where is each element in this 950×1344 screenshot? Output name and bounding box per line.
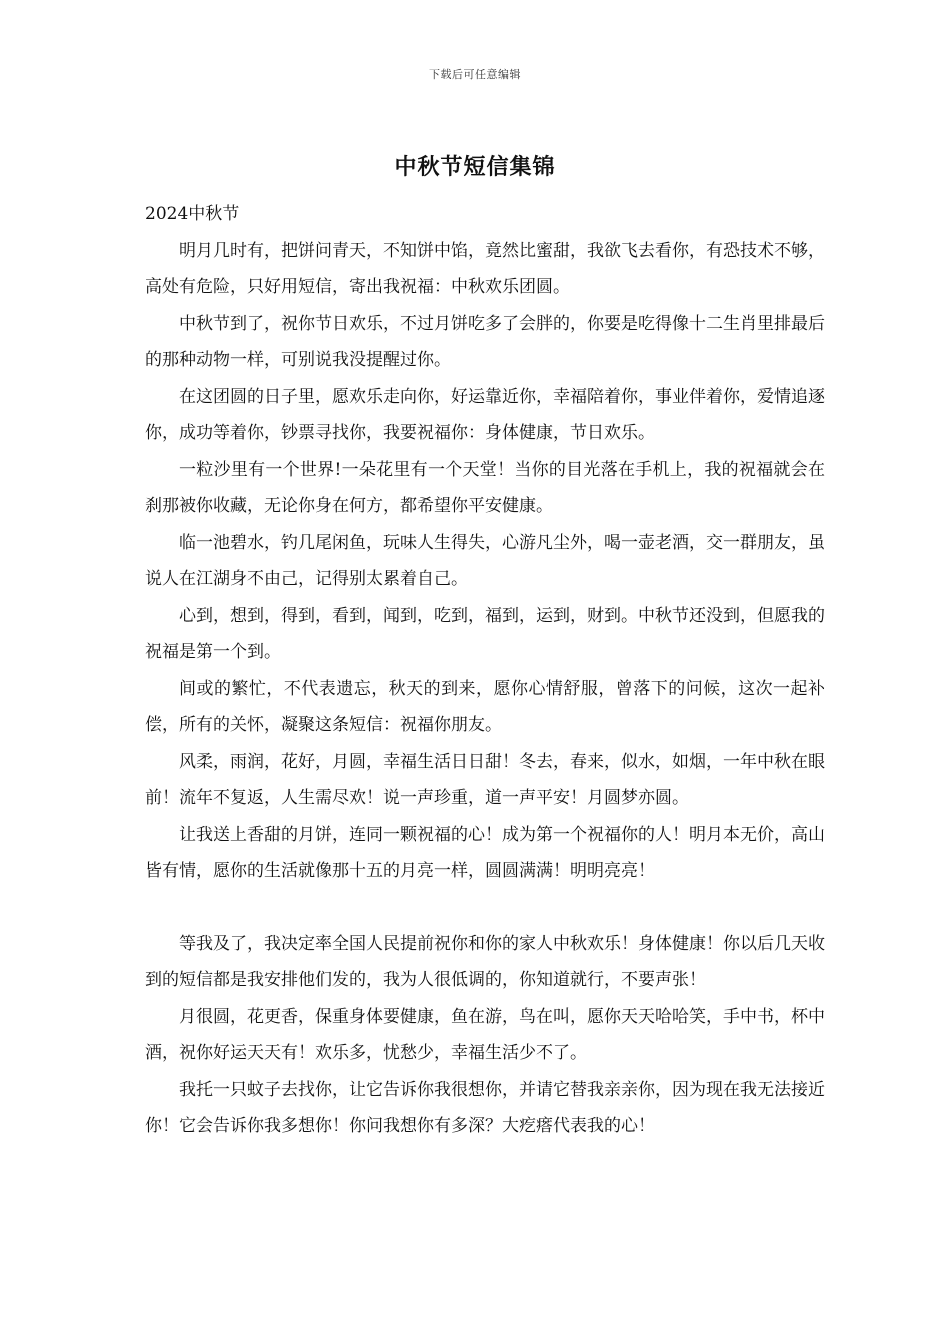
- paragraph: 间或的繁忙，不代表遗忘，秋天的到来，愿你心情舒服，曾落下的问候，这次一起补偿，所有的关怀，凝聚这条短信：祝福你朋友。: [145, 678, 825, 735]
- paragraph: 一粒沙里有一个世界!一朵花里有一个天堂！当你的目光落在手机上，我的祝福就会在刹那被你收藏，无论你身在何方，都希望你平安健康。: [145, 459, 825, 516]
- paragraph-gap: [145, 890, 825, 926]
- paragraph: 风柔，雨润，花好，月圆，幸福生活日日甜！冬去，春来，似水，如烟，一年中秋在眼前！流年不复返，人生需尽欢！说一声珍重，道一声平安！月圆梦亦圆。: [145, 751, 825, 808]
- paragraph: 月很圆，花更香，保重身体要健康，鱼在游，鸟在叫，愿你天天哈哈笑，手中书，杯中酒，祝你好运天天有！欢乐多，忧愁少，幸福生活少不了。: [145, 1006, 825, 1063]
- paragraph: 等我及了，我决定率全国人民提前祝你和你的家人中秋欢乐！身体健康！你以后几天收到的短信都是我安排他们发的，我为人很低调的，你知道就行，不要声张！: [145, 933, 825, 990]
- paragraph: 让我送上香甜的月饼，连同一颗祝福的心！成为第一个祝福你的人！明月本无价，高山皆有情，愿你的生活就像那十五的月亮一样，圆圆满满！明明亮亮！: [145, 824, 825, 881]
- paragraph: 我托一只蚊子去找你，让它告诉你我很想你，并请它替我亲亲你，因为现在我无法接近你！它会告诉你我多想你！你问我想你有多深？大疙瘩代表我的心！: [145, 1079, 825, 1136]
- paragraph: 在这团圆的日子里，愿欢乐走向你，好运靠近你，幸福陪着你，事业伴着你，爱情追逐你，成功等着你，钞票寻找你，我要祝福你：身体健康，节日欢乐。: [145, 386, 825, 443]
- paragraph: 中秋节到了，祝你节日欢乐，不过月饼吃多了会胖的，你要是吃得像十二生肖里排最后的那种动物一样，可别说我没提醒过你。: [145, 313, 825, 370]
- document-body: [145, 196, 825, 1145]
- year-line: 2024中秋节: [145, 204, 240, 224]
- document-title: 中秋节短信集锦: [394, 154, 556, 180]
- header-note: 下载后可任意编辑: [429, 68, 521, 81]
- paragraph: 临一池碧水，钓几尾闲鱼，玩味人生得失，心游凡尘外，喝一壶老酒，交一群朋友，虽说人在江湖身不由己，记得别太累着自己。: [145, 532, 825, 589]
- paragraph: 明月几时有，把饼问青天，不知饼中馅，竟然比蜜甜，我欲飞去看你，有恐技术不够，高处有危险，只好用短信，寄出我祝福：中秋欢乐团圆。: [145, 240, 825, 297]
- paragraph: 心到，想到，得到，看到，闻到，吃到，福到，运到，财到。中秋节还没到，但愿我的祝福是第一个到。: [145, 605, 825, 662]
